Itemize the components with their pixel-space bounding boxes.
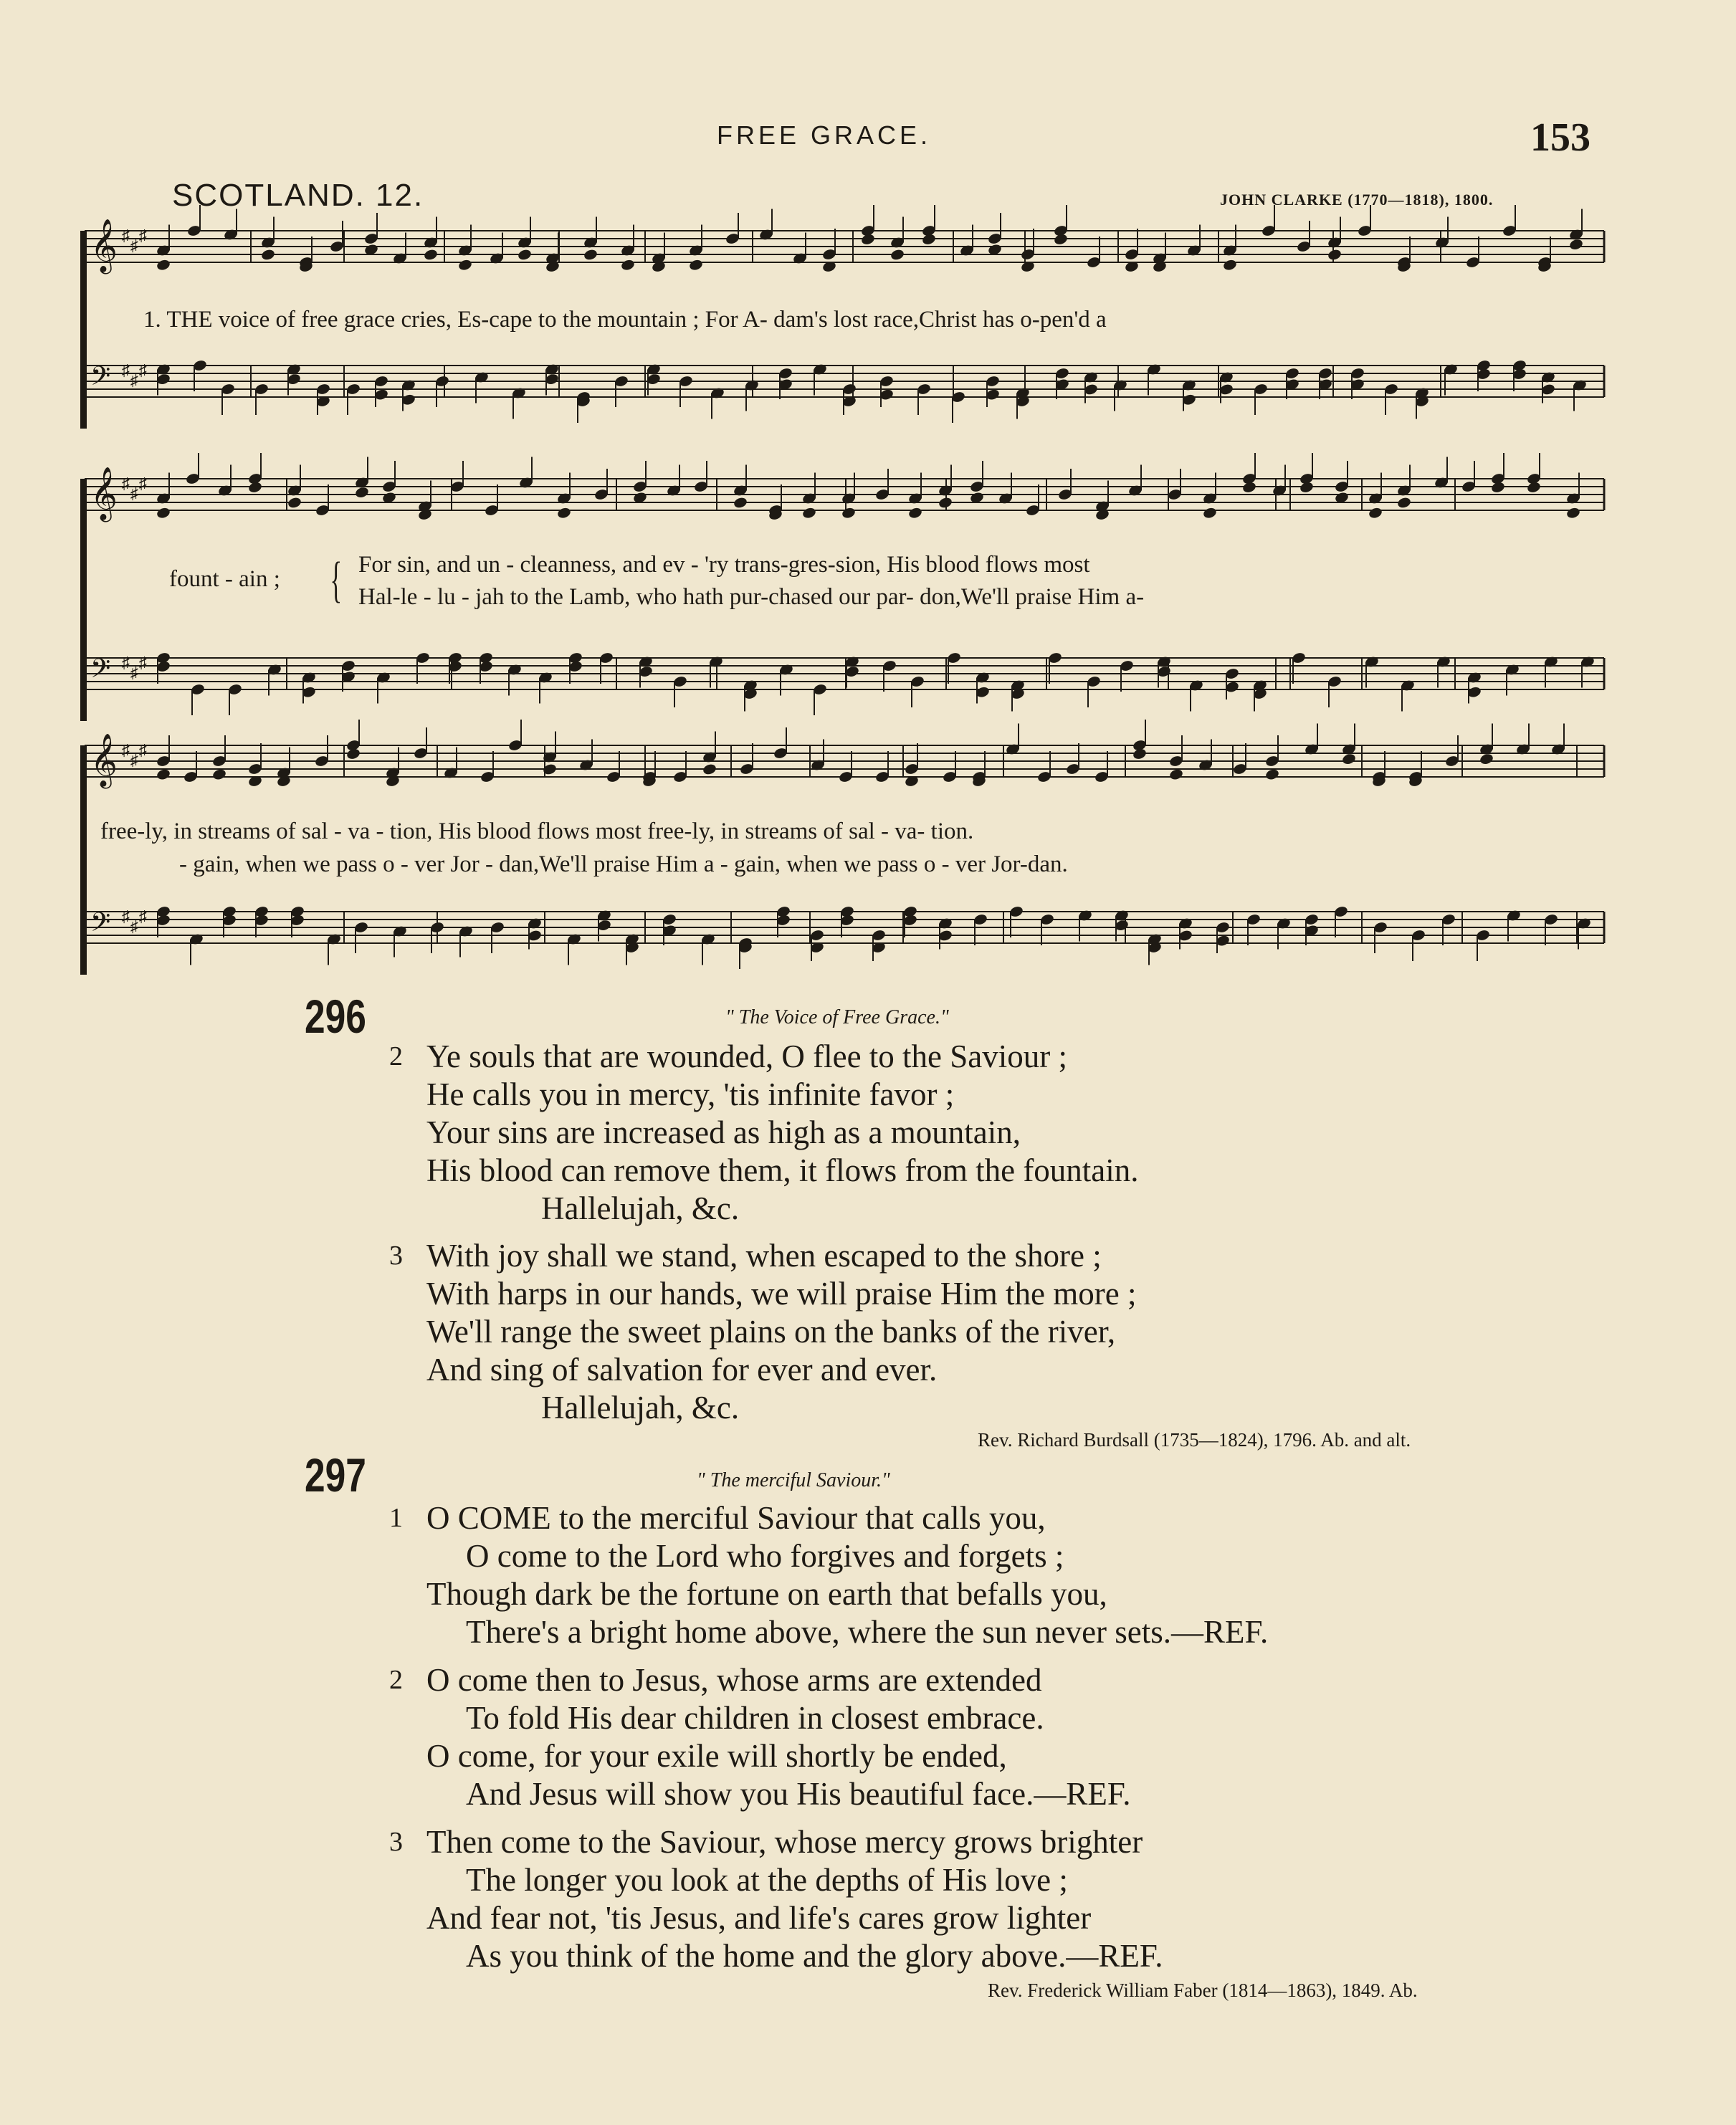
stanza-line: We'll range the sweet plains on the banks of the river, — [426, 1314, 1116, 1350]
note-head — [1526, 481, 1541, 494]
note-head — [517, 248, 532, 261]
note-head — [907, 507, 922, 520]
sharp-icon: ♯ — [122, 474, 130, 492]
note-head — [890, 248, 905, 261]
note-head — [1299, 481, 1314, 494]
stanza-line: O come, for your exile will shortly be ended, — [426, 1738, 1007, 1774]
sharp-icon: ♯ — [139, 907, 147, 925]
note-head — [688, 259, 703, 272]
note-head — [354, 486, 369, 499]
stanza-line: And sing of salvation for ever and ever. — [426, 1352, 938, 1388]
note-head — [1202, 507, 1217, 520]
stanza-line: To fold His dear children in closest embrace. — [466, 1700, 1044, 1736]
note-head — [556, 507, 571, 520]
stanza-line: His blood can remove them, it flows from the fountain. — [426, 1152, 1139, 1188]
note-head — [1490, 481, 1505, 494]
system-bracket — [80, 479, 87, 721]
note-head — [457, 259, 472, 272]
note-head — [345, 748, 361, 760]
note-head — [247, 481, 262, 494]
note-head — [287, 496, 302, 509]
stanza-line: There's a bright home above, where the sun never sets.—REF. — [466, 1614, 1269, 1650]
stanza-number: 3 — [389, 1241, 403, 1271]
note-head — [260, 248, 275, 261]
sharp-icon: ♯ — [130, 237, 138, 254]
page-number: 153 — [1530, 115, 1590, 160]
stanza-line: O come then to Jesus, whose arms are extended — [426, 1662, 1042, 1698]
note-head — [1053, 233, 1068, 246]
lyric-brace: { — [330, 553, 343, 608]
note-head — [423, 248, 438, 261]
note-head — [1241, 481, 1256, 494]
sharp-icon: ♯ — [122, 741, 130, 759]
lyrics-system-3-line-1: free-ly, in streams of sal - va - tion, His blood flows most free-ly, in streams of sal - va- tion. — [100, 818, 974, 844]
note-head — [938, 496, 953, 509]
note-head — [211, 768, 226, 780]
sharp-icon: ♯ — [130, 751, 138, 769]
note-head — [860, 233, 875, 246]
stanza-number: 3 — [389, 1827, 403, 1857]
stanza-line: O COME to the merciful Saviour that calls you, — [426, 1500, 1046, 1536]
stanza-line: The longer you look at the depths of His love ; — [466, 1862, 1068, 1898]
note-head — [1168, 768, 1183, 780]
sharp-icon: ♯ — [139, 474, 147, 492]
note-head — [702, 763, 717, 775]
lyrics-system-3-line-2: - gain, when we pass o - ver Jor - dan,We'll praise Him a - gain, when we pass o - ver Jor-dan. — [179, 851, 1068, 877]
note-head — [1327, 248, 1342, 261]
running-title: FREE GRACE. — [717, 120, 932, 150]
hymn-296-stanza-3 — [389, 1237, 1137, 1427]
sharp-icon: ♯ — [139, 226, 147, 244]
sharp-icon: ♯ — [130, 917, 138, 935]
sharp-icon: ♯ — [139, 361, 147, 379]
note-head — [921, 233, 936, 246]
note-head — [1568, 238, 1583, 251]
sharp-icon: ♯ — [130, 371, 138, 389]
note-head — [620, 259, 635, 272]
system-bracket — [80, 745, 87, 975]
sharp-icon: ♯ — [130, 484, 138, 502]
hymn-297-subtitle: " The merciful Saviour." — [697, 1469, 890, 1491]
lyrics-system-2-lead: fount - ain ; — [169, 566, 280, 592]
hymn-297-stanza-2 — [389, 1661, 1131, 1813]
hymn-296-credit: Rev. Richard Burdsall (1735—1824), 1796. Ab. and alt. — [978, 1429, 1411, 1451]
stanza-line: And fear not, 'tis Jesus, and life's cares grow lighter — [426, 1900, 1092, 1936]
bass-clef-icon: 𝄢 — [90, 907, 111, 944]
sharp-icon: ♯ — [139, 654, 147, 672]
treble-clef-icon: 𝄞 — [90, 734, 118, 787]
note-head — [801, 507, 816, 520]
stanza-line: O come to the Lord who forgives and forgets ; — [466, 1538, 1064, 1574]
stanza-number: 1 — [389, 1503, 403, 1533]
lyrics-system-2-line-2: Hal-le - lu - jah to the Lamb, who hath pur-chased our par- don,We'll praise Him a- — [358, 584, 1145, 610]
note-head — [156, 259, 171, 272]
stanza-line: With joy shall we stand, when escaped to the shore ; — [426, 1238, 1102, 1274]
stanza-line: He calls you in mercy, 'tis infinite favor ; — [426, 1076, 955, 1112]
sharp-icon: ♯ — [130, 664, 138, 682]
note-head — [1222, 259, 1237, 272]
bass-clef-icon: 𝄢 — [90, 654, 111, 690]
note-head — [1264, 768, 1279, 780]
note-head — [841, 507, 856, 520]
note-head — [1368, 507, 1383, 520]
lyrics-system-2-line-1: For sin, and un - cleanness, and ev - 'ry trans-gres-sion, His blood flows most — [358, 552, 1090, 578]
note-head — [1132, 748, 1147, 760]
treble-clef-icon: 𝄞 — [90, 219, 118, 272]
stanza-line: And Jesus will show you His beautiful face.—REF. — [466, 1776, 1131, 1812]
stanza-line: With harps in our hands, we will praise Him the more ; — [426, 1276, 1137, 1312]
stanza-number: 2 — [389, 1665, 403, 1695]
hymn-number-297: 297 — [305, 1448, 366, 1501]
stanza-line: Ye souls that are wounded, O flee to the Saviour ; — [426, 1038, 1068, 1074]
hymn-number-296: 296 — [305, 990, 366, 1043]
note-head — [1565, 507, 1580, 520]
hymn-296-stanza-2 — [389, 1038, 1139, 1228]
stanza-number: 2 — [389, 1041, 403, 1071]
sharp-icon: ♯ — [122, 654, 130, 672]
stanza-line: As you think of the home and the glory above.—REF. — [466, 1938, 1163, 1974]
stanza-line: Though dark be the fortune on earth that befalls you, — [426, 1576, 1107, 1612]
sharp-icon: ♯ — [122, 361, 130, 379]
note-head — [583, 248, 598, 261]
stanza-line: Your sins are increased as high as a mountain, — [426, 1114, 1021, 1150]
hymn-297-stanza-1 — [389, 1499, 1269, 1651]
hymn-297-credit: Rev. Frederick William Faber (1814—1863), 1849. Ab. — [988, 1980, 1418, 2001]
sharp-icon: ♯ — [122, 907, 130, 925]
note-head — [1479, 753, 1494, 765]
note-head — [733, 496, 748, 509]
note-head — [156, 768, 171, 780]
stanza-line: Hallelujah, &c. — [541, 1390, 740, 1426]
treble-clef-icon: 𝄞 — [90, 467, 118, 520]
bass-clef-icon: 𝄢 — [90, 361, 111, 398]
sharp-icon: ♯ — [139, 741, 147, 759]
stanza-line: Hallelujah, &c. — [541, 1190, 740, 1226]
tune-name: SCOTLAND. 12. — [172, 178, 424, 213]
stanza-line: Then come to the Saviour, whose mercy grows brighter — [426, 1824, 1143, 1860]
lyrics-system-1: 1. THE voice of free grace cries, Es-cape to the mountain ; For A- dam's lost race,Christ has o-pen'd a — [143, 307, 1107, 333]
note-head — [1341, 753, 1356, 765]
note-head — [156, 507, 171, 520]
system-bracket — [80, 231, 87, 429]
hymn-297-stanza-3 — [389, 1823, 1163, 1975]
hymn-296-subtitle: " The Voice of Free Grace." — [725, 1006, 949, 1028]
composer-credit: JOHN CLARKE (1770—1818), 1800. — [1220, 191, 1494, 209]
sharp-icon: ♯ — [122, 226, 130, 244]
note-head — [1396, 496, 1411, 509]
